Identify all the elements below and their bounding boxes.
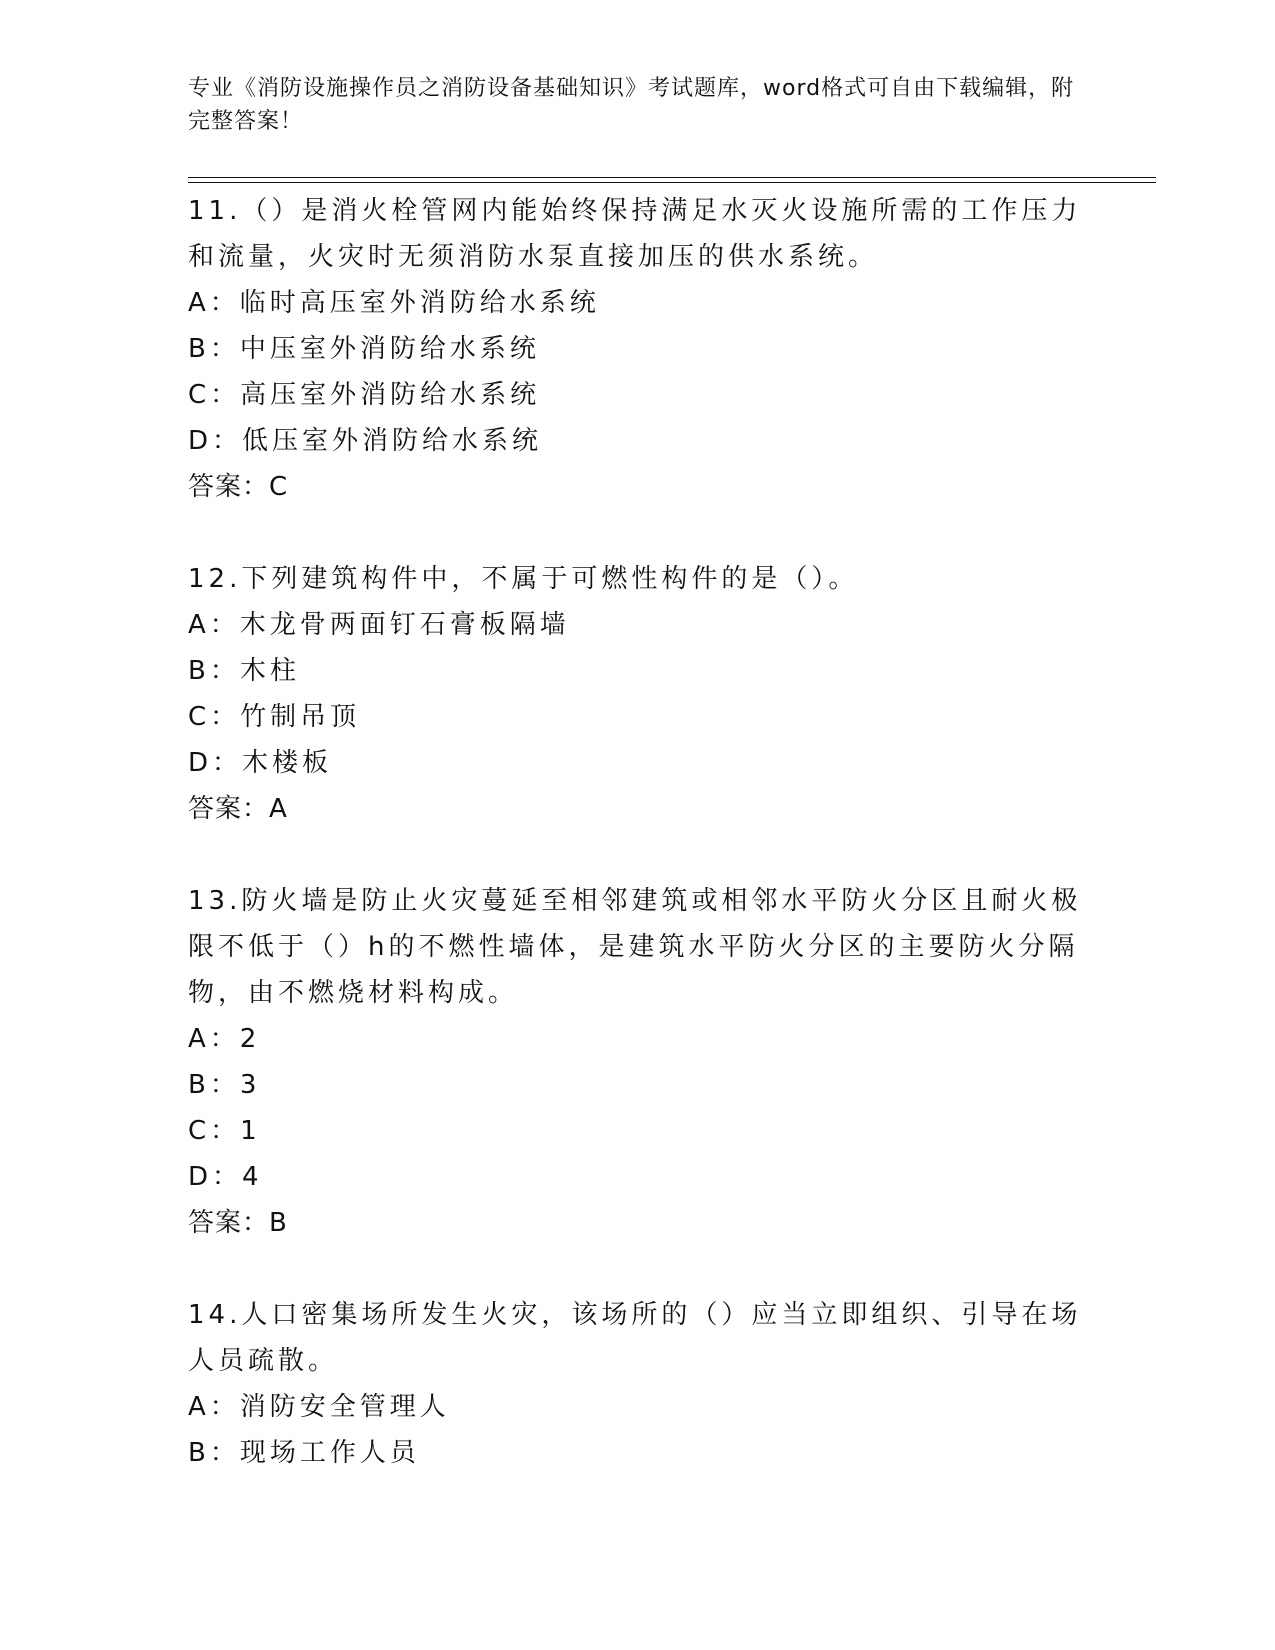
header-divider-top xyxy=(188,177,1156,178)
option-b: B：3 xyxy=(188,1070,261,1100)
answer xyxy=(188,464,1088,510)
option-b: B：中压室外消防给水系统 xyxy=(188,334,540,364)
option-a: A：临时高压室外消防给水系统 xyxy=(188,288,600,318)
question-14 xyxy=(188,1292,1088,1476)
option-c: C：1 xyxy=(188,1116,261,1146)
option-a: A：2 xyxy=(188,1024,261,1054)
question-12 xyxy=(188,556,1088,832)
option-d: D：4 xyxy=(188,1162,263,1192)
answer-label: 答案： xyxy=(188,794,270,824)
option-c: C：高压室外消防给水系统 xyxy=(188,380,541,410)
option-c: C：竹制吊顶 xyxy=(188,702,361,732)
option-b: B：现场工作人员 xyxy=(188,1438,420,1468)
question-list xyxy=(188,188,1088,1522)
answer-label: 答案： xyxy=(188,1208,270,1238)
question-11 xyxy=(188,188,1088,510)
header-divider-bottom xyxy=(188,182,1156,183)
option-d: D：木楼板 xyxy=(188,748,333,778)
answer-label: 答案： xyxy=(188,472,270,502)
question-13 xyxy=(188,878,1088,1246)
option-d: D：低压室外消防给水系统 xyxy=(188,426,543,456)
option-a: A：木龙骨两面钉石膏板隔墙 xyxy=(188,610,570,640)
answer-value: B xyxy=(269,1208,287,1238)
answer-value: C xyxy=(269,472,288,502)
option-b: B：木柱 xyxy=(188,656,300,686)
question-text: 12.下列建筑构件中，不属于可燃性构件的是（）。 xyxy=(188,564,859,594)
question-text: 11.（）是消火栓管网内能始终保持满足水灭火设施所需的工作压力和流量，火灾时无须消防水泵直接加压的供水系统。 xyxy=(188,196,1082,272)
answer-value: A xyxy=(269,794,287,824)
answer xyxy=(188,786,1088,832)
question-text: 13.防火墙是防止火灾蔓延至相邻建筑或相邻水平防火分区且耐火极限不低于（）h的不燃性墙体，是建筑水平防火分区的主要防火分隔物，由不燃烧材料构成。 xyxy=(188,886,1082,1008)
question-text: 14.人口密集场所发生火灾，该场所的（）应当立即组织、引导在场人员疏散。 xyxy=(188,1300,1082,1376)
document-header: 专业《消防设施操作员之消防设备基础知识》考试题库，word格式可自由下载编辑，附完整答案！ xyxy=(188,76,1075,134)
answer xyxy=(188,1200,1088,1246)
option-a: A：消防安全管理人 xyxy=(188,1392,450,1422)
